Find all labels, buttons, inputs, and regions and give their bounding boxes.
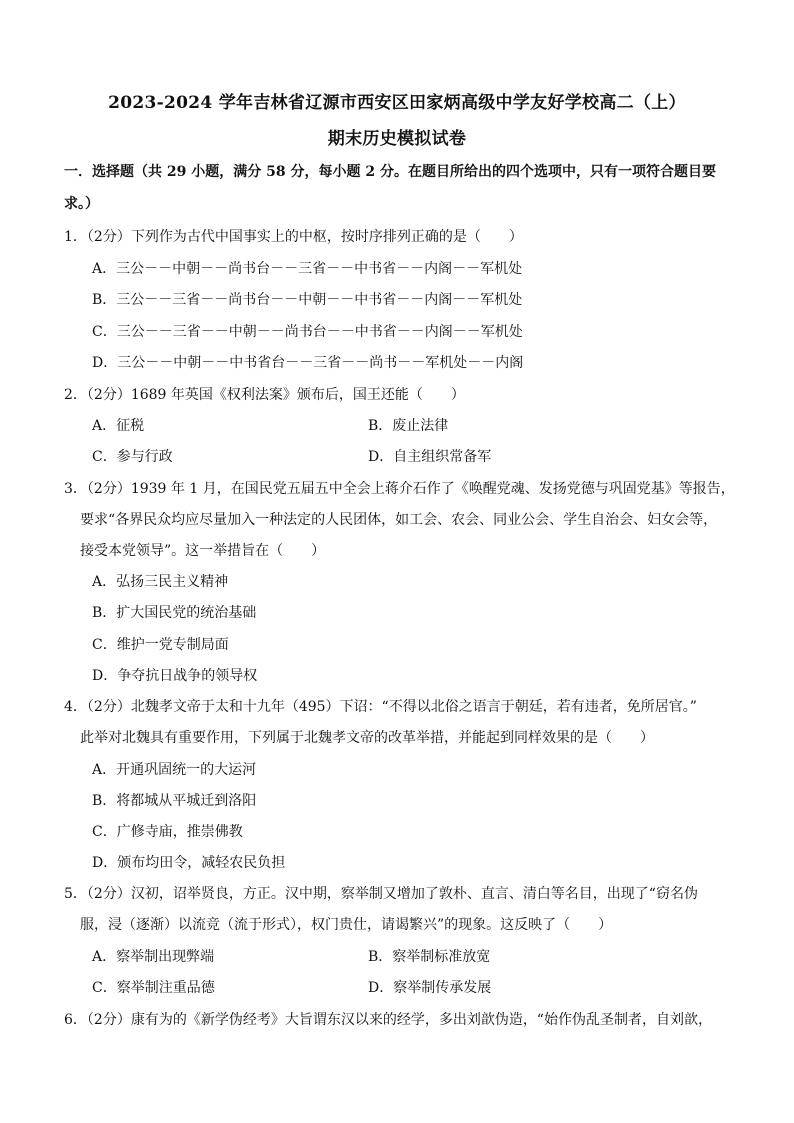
question-4-option-d: D．颁布均田令，减轻农民负担	[92, 855, 286, 871]
exam-title-line1: 2023-2024 学年吉林省辽源市西安区田家炳高级中学友好学校高二（上）	[108, 93, 686, 113]
question-3-stem-cont-2: 接受本党领导”。这一举措旨在（ ）	[80, 543, 326, 559]
question-1-option-d: D．三公－－中朝－－中书省台－－三省－－尚书－－军机处－－内阁	[92, 355, 524, 371]
question-3-stem-cont-1: 要求“各界民众均应尽量加入一种法定的人民团体，如工会、农会、同业公会、学生自治会、妇女会等，	[80, 512, 718, 528]
question-6-stem: 6．（2分）康有为的《新学伪经考》大旨谓东汉以来的经学，多出刘歆伪造，“始作伪乱圣制者，自刘歆，	[64, 1012, 712, 1028]
question-5-option-b: B．察举制标准放宽	[368, 949, 491, 965]
question-4-option-a: A．开通巩固统一的大运河	[92, 762, 257, 778]
question-5-stem: 5．（2分）汉初，诏举贤良，方正。汉中期，察举制又增加了敦朴、直言、清白等名目，出现了“窃名伪	[64, 886, 698, 902]
question-1-option-a: A．三公－－中朝－－尚书台－－三省－－中书省－－内阁－－军机处	[92, 261, 523, 277]
question-3-stem: 3．（2分）1939 年 1 月，在国民党五届五中全会上蒋介石作了《唤醒党魂、发扬党德与巩固党基》等报告，	[64, 481, 735, 497]
question-5-option-a: A．察举制出现弊端	[92, 949, 215, 965]
question-3-option-b: B．扩大国民党的统治基础	[92, 605, 257, 621]
question-2-option-b: B．废止法律	[368, 418, 449, 434]
question-5-stem-cont: 服，浸（逐渐）以流竞（流于形式），权门贵仕，请谒繁兴”的现象。这反映了（ ）	[80, 917, 613, 933]
question-4-option-b: B．将都城从平城迁到洛阳	[92, 793, 257, 809]
exam-title-line2: 期末历史模拟试卷	[327, 129, 467, 149]
question-5-option-d: D．察举制传承发展	[368, 980, 492, 996]
question-1-option-c: C．三公－－三省－－中朝－－尚书台－－中书省－－内阁－－军机处	[92, 324, 523, 340]
section-heading-cont: 求。）	[64, 196, 99, 212]
question-4-option-c: C．广修寺庙，推崇佛教	[92, 824, 243, 840]
question-3-option-d: D．争夺抗日战争的领导权	[92, 668, 258, 684]
question-3-option-c: C．维护一党专制局面	[92, 637, 229, 653]
question-4-stem: 4．（2分）北魏孝文帝于太和十九年（495）下诏：“不得以北俗之语言于朝廷，若有违者，免所居官。”	[64, 699, 697, 715]
question-1-option-b: B．三公－－三省－－尚书台－－中朝－－中书省－－内阁－－军机处	[92, 292, 523, 308]
question-5-option-c: C．察举制注重品德	[92, 980, 215, 996]
question-3-option-a: A．弘扬三民主义精神	[92, 574, 229, 590]
question-2-stem: 2．（2分）1689 年英国《权利法案》颁布后，国王还能（ ）	[64, 387, 465, 403]
question-1-stem: 1．（2分）下列作为古代中国事实上的中枢，按时序排列正确的是（ ）	[64, 229, 523, 245]
section-heading: 一．选择题（共 29 小题，满分 58 分，每小题 2 分。在题目所给出的四个选项中，只有一项符合题目要	[64, 164, 716, 180]
question-2-option-c: C．参与行政	[92, 449, 173, 465]
question-2-option-a: A．征税	[92, 418, 145, 434]
question-2-option-d: D．自主组织常备军	[368, 449, 492, 465]
question-4-stem-cont: 此举对北魏具有重要作用，下列属于北魏孝文帝的改革举措，并能起到同样效果的是（ ）	[80, 730, 654, 746]
